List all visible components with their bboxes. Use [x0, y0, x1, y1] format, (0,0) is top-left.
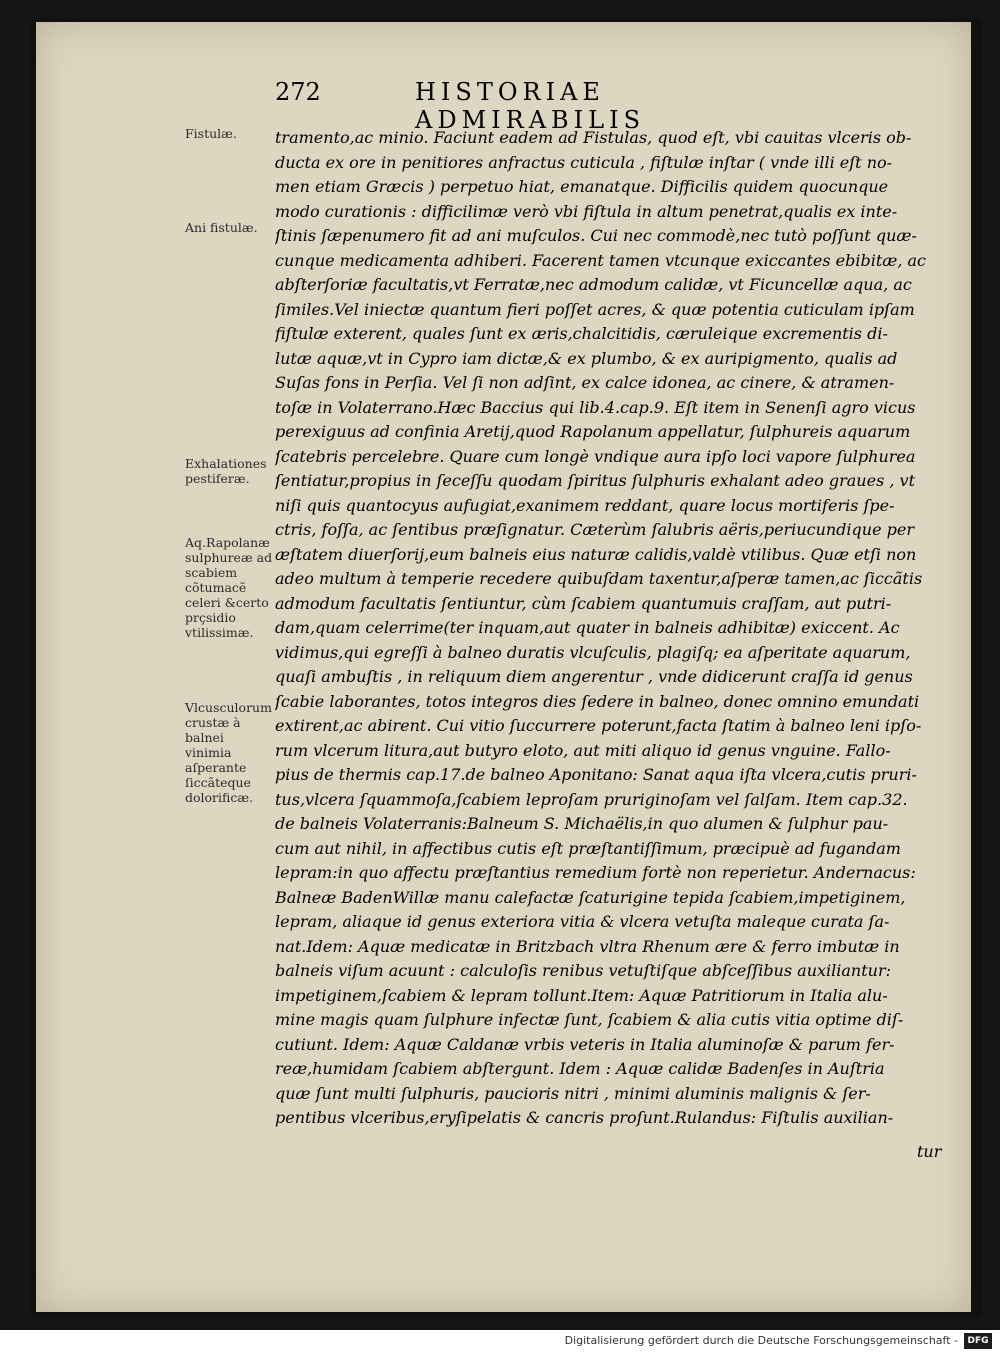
text-line: ctris, foſſa, ac ſentibus præſignatur. Cæterùm ſalubris aëris,periucundique per [275, 520, 914, 539]
marginal-note: Ani fistulæ. [185, 220, 258, 235]
text-line: pentibus vlceribus,eryſipelatis & cancris proſunt.Rulandus: Fiſtulis auxilian- [275, 1108, 894, 1127]
dfg-logo: DFG [964, 1333, 992, 1349]
marginal-note: Aq.Rapolanæ sulphureæ ad scabiem cõtumacẽ celeri &certo prçsidio vtilissimæ. [185, 535, 273, 640]
text-line: cunque medicamenta adhiberi. Facerent tamen vtcunque exiccantes ebibitæ, ac [275, 250, 926, 270]
text-line: dam,quam celerrime(ter inquam,aut quater in balneis adhibitæ) exiccent. Ac [275, 618, 900, 637]
catchword: tur [917, 1142, 942, 1161]
text-line: nat.Idem: Aquæ medicatæ in Britzbach vltra Rhenum ære & ferro imbutæ in [275, 936, 900, 956]
marginal-note: Fistulæ. [185, 126, 237, 141]
text-line: modo curationis : difficilimæ verò vbi fiſtula in altum penetrat,qualis ex inte- [275, 201, 898, 221]
marginal-note: Exhalationes pestiferæ. [185, 456, 267, 486]
text-line: ſcabie laborantes, totos integros dies ſedere in balneo, donec omnino emundati [275, 691, 920, 711]
text-line: ducta ex ore in penitiores anfractus cuticula , fiſtulæ inſtar ( vnde illi eſt no- [275, 152, 893, 172]
text-line: lutæ aquæ,vt in Cypro iam dictæ,& ex plumbo, & ex auripigmento, qualis ad [275, 348, 898, 368]
text-line: ſentiatur,propius in ſeceſſu quodam ſpiritus ſulphuris exhalant adeo graues , vt [275, 471, 916, 490]
text-line: ſcatebris percelebre. Quare cum longè vndique aura ipſo loci vapore ſulphurea [275, 446, 916, 466]
funding-credit: Digitalisierung gefördert durch die Deutsche Forschungsgemeinschaft - [564, 1334, 958, 1347]
page-number: 272 [275, 78, 321, 106]
body-text [275, 126, 955, 1131]
text-line: Balneæ BadenWillæ manu calefactæ ſcaturigine tepida ſcabiem,impetiginem, [275, 887, 906, 907]
text-line: pius de thermis cap.17.de balneo Aponitano: Sanat aqua iſta vlcera,cutis pruri- [275, 765, 917, 784]
text-line: niſi quis quantocyus aufugiat,exanimem reddant, quare locus mortiferis ſpe- [275, 495, 895, 515]
text-line: cutiunt. Idem: Aquæ Caldanæ vrbis veteris in Italia aluminoſæ & parum fer- [275, 1034, 895, 1054]
text-line: perexiguus ad confinia Aretij,quod Rapolanum appellatur, ſulphureis aquarum [275, 422, 911, 441]
text-line: quæ ſunt multi ſulphuris, paucioris nitri , minimi aluminis malignis & ſer- [275, 1083, 871, 1103]
text-line: men etiam Græcis ) perpetuo hiat, emanatque. Difficilis quidem quocunque [275, 177, 889, 196]
text-line: adeo multum à temperie recedere quibuſdam taxentur,aſperæ tamen,ac ſiccãtis [275, 569, 923, 588]
text-line: ſimiles.Vel iniectæ quantum fieri poſſet acres, & quæ potentia cuticulam ipſam [275, 299, 915, 319]
text-line: cum aut nihil, in affectibus cutis eſt præſtantiſſimum, præcipuè ad fugandam [275, 838, 901, 858]
text-line: extirent,ac abirent. Cui vitio ſuccurrere poterunt,facta ſtatim à balneo leni ipſo- [275, 716, 922, 735]
text-line: tramento,ac minio. Faciunt eadem ad Fistulas, quod eſt, vbi cauitas vlceris ob- [275, 128, 912, 147]
text-line: de balneis Volaterranis:Balneum S. Michaëlis,in quo alumen & ſulphur pau- [275, 814, 889, 833]
marginal-note: Vlcusculorum crustæ à balnei vinimia aſperante ſiccãteque dolorificæ. [185, 700, 272, 805]
text-line: reæ,humidam ſcabiem abſtergunt. Idem : Aquæ calidæ Badenſes in Auſtria [275, 1059, 885, 1078]
text-line: admodum facultatis ſentiuntur, cùm ſcabiem quantumuis craſſam, aut putri- [275, 593, 892, 613]
text-line: lepram:in quo affectu præſtantius remedium fortè non reperietur. Andernacus: [275, 863, 916, 882]
text-line: fiſtulæ exterent, quales ſunt ex æris,chalcitidis, cæruleique excrementis di- [275, 324, 888, 343]
footer-bar [0, 1330, 1000, 1353]
text-line: æſtatem diuerſorij,eum balneis eius naturæ calidis,valdè vtilibus. Quæ etſi non [275, 544, 917, 564]
text-line: vidimus,qui egreſſi à balneo duratis vlcuſculis, plagiſq; ea aſperitate aquarum, [275, 642, 911, 662]
running-head: HISTORIAE ADMIRABILIS [415, 78, 646, 134]
text-line: lepram, aliaque id genus exteriora vitia & vlcera vetuſta maleque curata ſa- [275, 912, 890, 931]
text-line: quaſi ambuſtis , in reliquum diem angerentur , vnde didicerunt craſſa id genus [275, 667, 913, 686]
text-line: Suſas fons in Perſia. Vel ſi non adſint, ex calce idonea, ac cinere, & atramen- [275, 373, 895, 392]
text-line: balneis viſum acuunt : calculoſis renibus vetuſtiſque abſceſſibus auxiliantur: [275, 961, 891, 980]
text-line: abſterſoriæ facultatis,vt Ferratæ,nec admodum calidæ, vt Ficuncellæ aqua, ac [275, 275, 912, 294]
text-line: ſtinis ſæpenumero fit ad ani muſculos. Cui nec commodè,nec tutò poſſunt quæ- [275, 226, 917, 245]
text-line: tus,vlcera ſquammoſa,ſcabiem leproſam pruriginoſam vel ſalſam. Item cap.32. [275, 789, 908, 809]
page-header [275, 78, 835, 134]
text-line: rum vlcerum litura,aut butyro eloto, aut miti aliquo id genus vnguine. Fallo- [275, 740, 891, 760]
text-line: impetiginem,ſcabiem & lepram tollunt.Item: Aquæ Patritiorum in Italia alu- [275, 985, 888, 1005]
text-line: toſæ in Volaterrano.Hæc Baccius qui lib.4.cap.9. Eſt item in Senenſi agro vicus [275, 397, 916, 417]
text-line: mine magis quam ſulphure infectæ ſunt, ſcabiem & alia cutis vitia optime diſ- [275, 1010, 904, 1029]
